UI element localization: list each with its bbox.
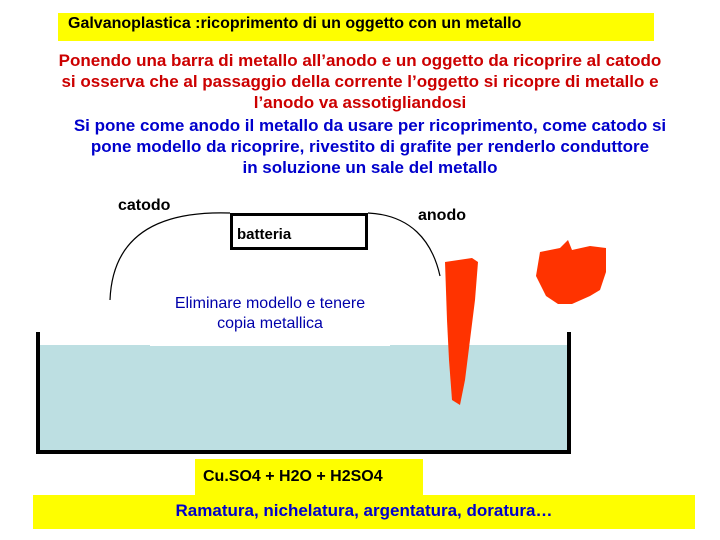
metal-piece [536, 240, 606, 304]
solution-formula-box [195, 459, 423, 495]
footer-banner [33, 495, 695, 529]
solution-formula: Cu.SO4 + H2O + H2SO4 [203, 468, 383, 485]
method-paragraph: Si pone come anodo il metallo da usare per ricoprimento, come catodo si pone modello da ricoprire, rivestito di grafite per renderlo conduttore in soluzione un sale del metallo [73, 116, 667, 177]
battery-label: batteria [237, 226, 292, 243]
cathode-wire [110, 213, 230, 300]
page-title: Galvanoplastica :ricoprimento di un oggetto con un metallo [68, 15, 522, 32]
electrolyte-solution [40, 345, 567, 450]
anode-label: anodo [418, 207, 466, 224]
battery [230, 213, 368, 250]
cathode-label: catodo [118, 197, 171, 214]
instruction-note: Eliminare modello e tenere copia metallica [150, 294, 390, 346]
intro-paragraph: Ponendo una barra di metallo all’anodo e un oggetto da ricoprire al catodo si osserva che al passaggio della corrente l’oggetto si ricopre di metallo e l’anodo va assotigliandosi [58, 51, 662, 112]
footer-text: Ramatura, nichelatura, argentatura, doratura… [175, 501, 553, 520]
